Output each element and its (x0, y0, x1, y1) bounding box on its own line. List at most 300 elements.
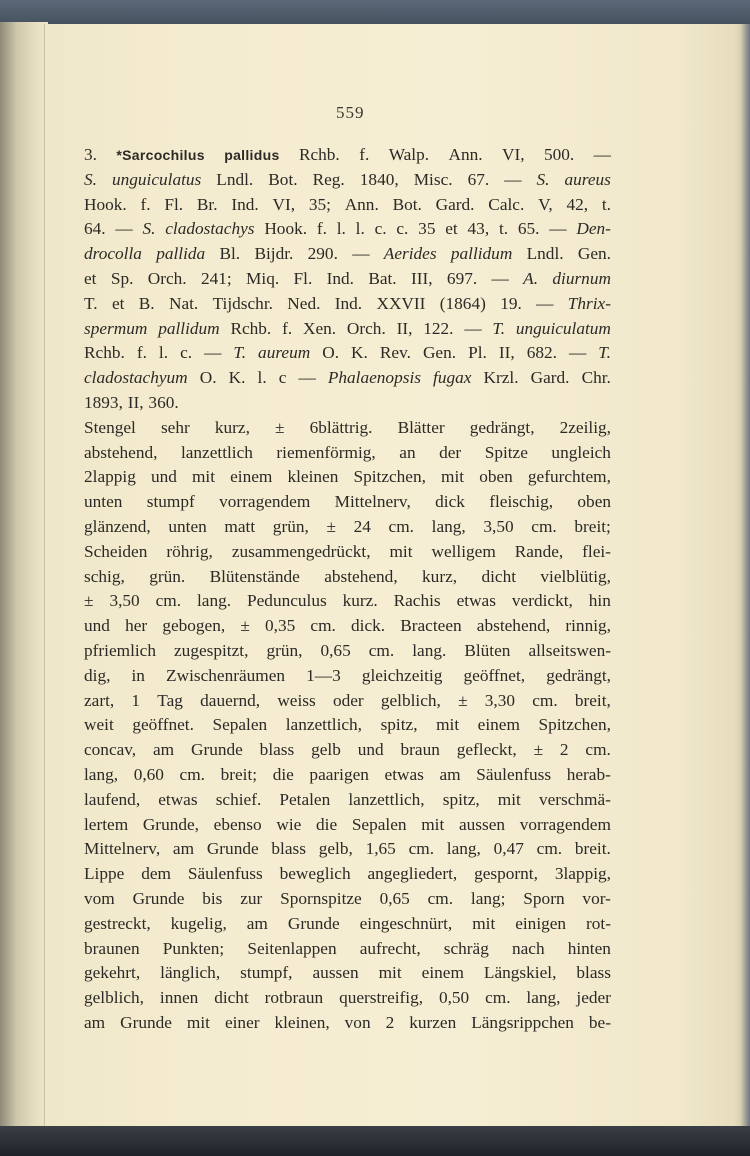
word: sehr (160, 417, 190, 437)
word: mit (472, 913, 496, 933)
word: — (464, 318, 482, 338)
word: kurz, (214, 417, 250, 437)
word: dick (435, 492, 465, 512)
word: 1,65 (365, 839, 396, 859)
word: herab- (566, 764, 611, 784)
italic-word: S. (536, 169, 550, 189)
word: mit (421, 814, 445, 834)
word: vor- (582, 888, 611, 908)
word: mit (186, 1012, 210, 1032)
word: spitz, (380, 715, 418, 735)
word: c. (396, 219, 409, 239)
word: Blüten (464, 640, 511, 660)
word: Fl. (293, 268, 313, 288)
italic-word: unguiculatus (111, 169, 202, 189)
word: welligem (431, 541, 496, 561)
text-line (84, 788, 611, 813)
word: Rande, (514, 541, 564, 561)
word: cm. (485, 988, 511, 1008)
word: etwas (158, 789, 198, 809)
italic-word: Thrix- (567, 293, 611, 313)
word: 3lappig, (554, 864, 611, 884)
word: II, (127, 392, 144, 412)
text-line (84, 738, 611, 763)
word: 122. (423, 318, 454, 338)
word: Gard. (435, 194, 475, 214)
word: ± (275, 417, 285, 437)
word: matt (224, 516, 256, 536)
word: vom (84, 888, 115, 908)
word: weit (84, 715, 114, 735)
word: Walp. (388, 145, 430, 164)
word: Sporn (523, 888, 565, 908)
word: zur (240, 888, 263, 908)
word: lang, (431, 516, 466, 536)
text-line (84, 416, 611, 441)
word: Grunde (120, 1012, 172, 1032)
word: mit (497, 789, 521, 809)
word: stumpf (146, 492, 195, 512)
word: 6blättrig. (309, 417, 373, 437)
text-line (84, 143, 611, 168)
word: hinten (567, 938, 611, 958)
word: Fl. (164, 194, 184, 214)
word: cm. (408, 839, 435, 859)
word: nach (511, 938, 545, 958)
word: einigen (515, 913, 567, 933)
word: 2zeilig, (559, 417, 611, 437)
word: Sp. (110, 268, 134, 288)
word: 500. (543, 145, 575, 164)
text-line (84, 490, 611, 515)
word: kugelig, (170, 913, 227, 933)
text-line (84, 242, 611, 267)
word: Spitzchen, (538, 715, 611, 735)
word: Pedunculus (247, 591, 327, 611)
word: dicht (481, 566, 517, 586)
word: grün, (266, 640, 303, 660)
text-line (84, 763, 611, 788)
word: — (568, 343, 587, 363)
word: dauernd, (200, 690, 261, 710)
word: — (298, 368, 316, 388)
word: 42, (566, 194, 589, 214)
word: abstehend, (84, 442, 158, 462)
word: 3,50 (109, 591, 140, 611)
word: querstreifig, (339, 988, 424, 1008)
text-line (84, 465, 611, 490)
word: O. (199, 368, 217, 388)
word: gefleckt, (456, 740, 517, 760)
italic-word: aureum (258, 343, 311, 363)
word: Miq. (246, 268, 280, 288)
word: Misc. (413, 169, 453, 189)
word: ebenso (213, 814, 262, 834)
word: 0,60 (133, 764, 164, 784)
word: schief. (215, 789, 262, 809)
word: Rchb. (230, 318, 272, 338)
word: gespornt, (474, 864, 538, 884)
word: grün. (149, 566, 186, 586)
word: rotbraun (264, 988, 324, 1008)
word: — (504, 169, 522, 189)
word: lang, (84, 764, 119, 784)
word: f. (282, 318, 293, 338)
word: mit (191, 467, 216, 487)
text-line (84, 168, 611, 193)
word: pfriemlich (84, 640, 156, 660)
word: 1840, (359, 169, 399, 189)
word: flei- (582, 541, 611, 561)
word: cm. (368, 640, 395, 660)
word: röhrig, (166, 541, 213, 561)
italic-word: pallida (156, 244, 206, 264)
word: lanzettlich (180, 442, 253, 462)
italic-word: unguiculatum (515, 318, 611, 338)
word: Tijdschr. (212, 293, 273, 313)
text-line (84, 639, 611, 664)
word: Ann. (448, 145, 483, 164)
word: Bl. (219, 244, 241, 264)
word: wie (276, 814, 302, 834)
word: Zwischenräumen (166, 665, 286, 685)
word: f. (316, 219, 327, 239)
text-line (84, 292, 611, 317)
page-number: 559 (336, 103, 365, 122)
word: lang. (197, 591, 232, 611)
word: II, (396, 318, 413, 338)
text-line (84, 614, 611, 639)
word: 0,35 (265, 616, 296, 636)
word: geöffnet. (132, 715, 194, 735)
word: Ind. (334, 293, 363, 313)
word: cm. (179, 764, 205, 784)
word: concav, (84, 740, 137, 760)
word: c. (180, 343, 193, 363)
word: ungleich (551, 442, 611, 462)
word: 290. (307, 244, 338, 264)
text-line (84, 317, 611, 342)
body-text (84, 143, 611, 1036)
word: zugespitzt, (174, 640, 249, 660)
word: lang, (446, 839, 481, 859)
word: — (549, 219, 567, 239)
text-line (84, 391, 611, 416)
word: K. (351, 343, 368, 363)
word: und (150, 467, 177, 487)
word: rot- (586, 913, 611, 933)
word: cm. (155, 591, 182, 611)
word: dig, (84, 665, 111, 685)
word: — (352, 244, 370, 264)
word: mit (441, 467, 465, 487)
word: am (172, 839, 195, 859)
word: schräg (443, 938, 489, 958)
word: ± (84, 591, 94, 611)
word: Hook. (84, 194, 127, 214)
word: beweglich (279, 864, 351, 884)
word: III, (410, 268, 433, 288)
word: 3. (84, 145, 97, 164)
italic-word: A. (523, 268, 539, 288)
word: VI, (501, 145, 525, 164)
word: gelb, (318, 839, 353, 859)
word: blass (271, 839, 306, 859)
italic-word: T. (598, 343, 611, 363)
word: gelb (311, 740, 341, 760)
word: blass (259, 740, 295, 760)
word: Calc. (488, 194, 525, 214)
word: et (84, 268, 97, 288)
word: ± (533, 740, 544, 760)
word: l. (158, 343, 169, 363)
word: laufend, (84, 789, 141, 809)
word: breit. (574, 839, 611, 859)
word: gelblich, (84, 988, 144, 1008)
word: 0,50 (438, 988, 470, 1008)
word: aufrecht, (359, 938, 421, 958)
word: Reg. (312, 169, 345, 189)
word: Rachis (393, 591, 441, 611)
word: vorragendem (519, 814, 611, 834)
word: f. (136, 343, 147, 363)
word: c. (374, 219, 387, 239)
word: bis (202, 888, 223, 908)
word: be- (588, 1012, 611, 1032)
text-line (84, 862, 611, 887)
word: Längskiel, (483, 963, 557, 983)
word: lertem (84, 814, 129, 834)
word: l. (355, 219, 365, 239)
word: Nat. (168, 293, 199, 313)
word: jeder (576, 988, 611, 1008)
word: schig, (84, 566, 125, 586)
word: cm. (536, 839, 563, 859)
word: am (439, 764, 461, 784)
word: Lippe (84, 864, 125, 884)
word: gedrängt, (469, 417, 535, 437)
page-edge (734, 24, 750, 1130)
word: cm. (388, 516, 414, 536)
text-line (84, 813, 611, 838)
word: hin (588, 591, 611, 611)
word: K. (228, 368, 246, 388)
word: f. (359, 145, 370, 164)
word: Spitze (484, 442, 528, 462)
word: Längsrippchen (471, 1012, 574, 1032)
word: 24 (353, 516, 371, 536)
word: (1864) (439, 293, 486, 313)
word: — (593, 145, 611, 164)
italic-word: diurnum (552, 268, 611, 288)
word: abstehend, (324, 566, 398, 586)
word: II, (498, 343, 515, 363)
word: etwas (384, 764, 424, 784)
italic-word: aureus (564, 169, 611, 189)
text-line (84, 193, 611, 218)
word: Pl. (468, 343, 487, 363)
word: 3,30 (484, 690, 516, 710)
word: 0,65 (379, 888, 410, 908)
word: Grunde (206, 839, 259, 859)
word: am (246, 913, 268, 933)
word: grün, (272, 516, 309, 536)
word: Grunde, (142, 814, 199, 834)
italic-word: fugax (433, 368, 472, 388)
word: Ind. (326, 268, 354, 288)
word: — (115, 219, 133, 239)
word: Rchb. (298, 145, 340, 164)
word: aussen (312, 963, 359, 983)
word: 0,47 (493, 839, 524, 859)
word: cm. (585, 740, 611, 760)
text-line (84, 565, 611, 590)
word: einem (421, 963, 464, 983)
word: von (344, 1012, 371, 1032)
text-line (84, 441, 611, 466)
word: unten (168, 516, 207, 536)
text-line (84, 986, 611, 1011)
word: Lndl. (526, 244, 564, 264)
word: am (153, 740, 175, 760)
word: Br. (196, 194, 218, 214)
word: kurzen (409, 1012, 457, 1032)
word: ± (458, 690, 468, 710)
text-line (84, 217, 611, 242)
text-line (84, 341, 611, 366)
word: gebogen, (162, 616, 226, 636)
word: Grunde (132, 888, 185, 908)
word: der (439, 442, 462, 462)
word: 697. (446, 268, 478, 288)
word: dem (141, 864, 171, 884)
word: Petalen (279, 789, 331, 809)
italic-word: T. (233, 343, 247, 363)
word: Bracteen (400, 616, 462, 636)
word: Säulenfuss (476, 764, 552, 784)
word: 35; (308, 194, 331, 214)
word: breit; (574, 516, 611, 536)
word: Gen. (577, 244, 611, 264)
word: l. (336, 219, 346, 239)
word: cm. (532, 690, 558, 710)
word: Mittelnerv, (334, 492, 411, 512)
word: allseitswen- (528, 640, 611, 660)
word: 64. (84, 219, 106, 239)
text-line (84, 515, 611, 540)
word: — (204, 343, 222, 363)
italic-word: cladostachys (165, 219, 255, 239)
word: Lndl. (216, 169, 254, 189)
word: Rev. (379, 343, 411, 363)
word: riemenförmig, (276, 442, 376, 462)
word: Punkten; (162, 938, 225, 958)
word: et (111, 293, 125, 313)
word: Bijdr. (254, 244, 294, 264)
word: Krzl. (483, 368, 519, 388)
word: 43, (467, 219, 490, 239)
word: Ann. (344, 194, 379, 214)
word: Ned. (287, 293, 321, 313)
word: 35 (418, 219, 436, 239)
word: Orch. (346, 318, 386, 338)
word: aussen (458, 814, 506, 834)
word: Bot. (392, 194, 422, 214)
word: Grunde (190, 740, 243, 760)
word: 360. (148, 392, 179, 412)
word: her (125, 616, 148, 636)
word: zart, (84, 690, 115, 710)
word: 19. (500, 293, 522, 313)
word: einem (477, 715, 520, 735)
word: 682. (526, 343, 557, 363)
book-gutter (0, 22, 48, 1130)
text-line (84, 937, 611, 962)
word: einem (230, 467, 273, 487)
italic-word: Den- (576, 219, 611, 239)
word: kleinen (287, 467, 339, 487)
word: 2lappig (84, 467, 136, 487)
text-line (84, 837, 611, 862)
text-line (84, 589, 611, 614)
italic-word: Phalaenopsis (327, 368, 421, 388)
word: Scheiden (84, 541, 148, 561)
taxon-name: pallidus (224, 147, 280, 163)
word: an (399, 442, 416, 462)
word: VI, (272, 194, 296, 214)
word: verschmä- (538, 789, 611, 809)
italic-word: S. (84, 169, 97, 189)
italic-word: cladostachyum (84, 368, 188, 388)
word: 1—3 (306, 665, 341, 685)
word: 2 (559, 740, 569, 760)
word: stumpf, (240, 963, 293, 983)
word: etwas (456, 591, 496, 611)
word: innen (159, 988, 199, 1008)
word: Blütenstände (209, 566, 300, 586)
text-line (84, 912, 611, 937)
word: kurz. (342, 591, 378, 611)
word: Tag (157, 690, 183, 710)
word: breit, (574, 690, 611, 710)
word: breit; (220, 764, 258, 784)
word: 67. (467, 169, 490, 189)
italic-word: pallidum (450, 244, 513, 264)
word: oder (332, 690, 364, 710)
word: Spitzchen, (353, 467, 426, 487)
word: am (84, 1012, 106, 1032)
word: unten (84, 492, 123, 512)
word: Sepalen (212, 715, 268, 735)
word: abstehend, (476, 616, 551, 636)
word: O. (322, 343, 340, 363)
word: mit (378, 963, 402, 983)
text-line (84, 961, 611, 986)
word: glänzend, (84, 516, 151, 536)
word: fleischig, (489, 492, 554, 512)
text-line (84, 713, 611, 738)
word: 1893, (84, 392, 123, 412)
word: 2 (385, 1012, 395, 1032)
word: lanzettlich, (348, 789, 425, 809)
word: f. (140, 194, 151, 214)
text-line (84, 540, 611, 565)
italic-word: spermum (84, 318, 148, 338)
word: Spornspitze (280, 888, 362, 908)
word: einer (224, 1012, 260, 1032)
word: ± (240, 616, 250, 636)
word: Stengel (84, 417, 136, 437)
